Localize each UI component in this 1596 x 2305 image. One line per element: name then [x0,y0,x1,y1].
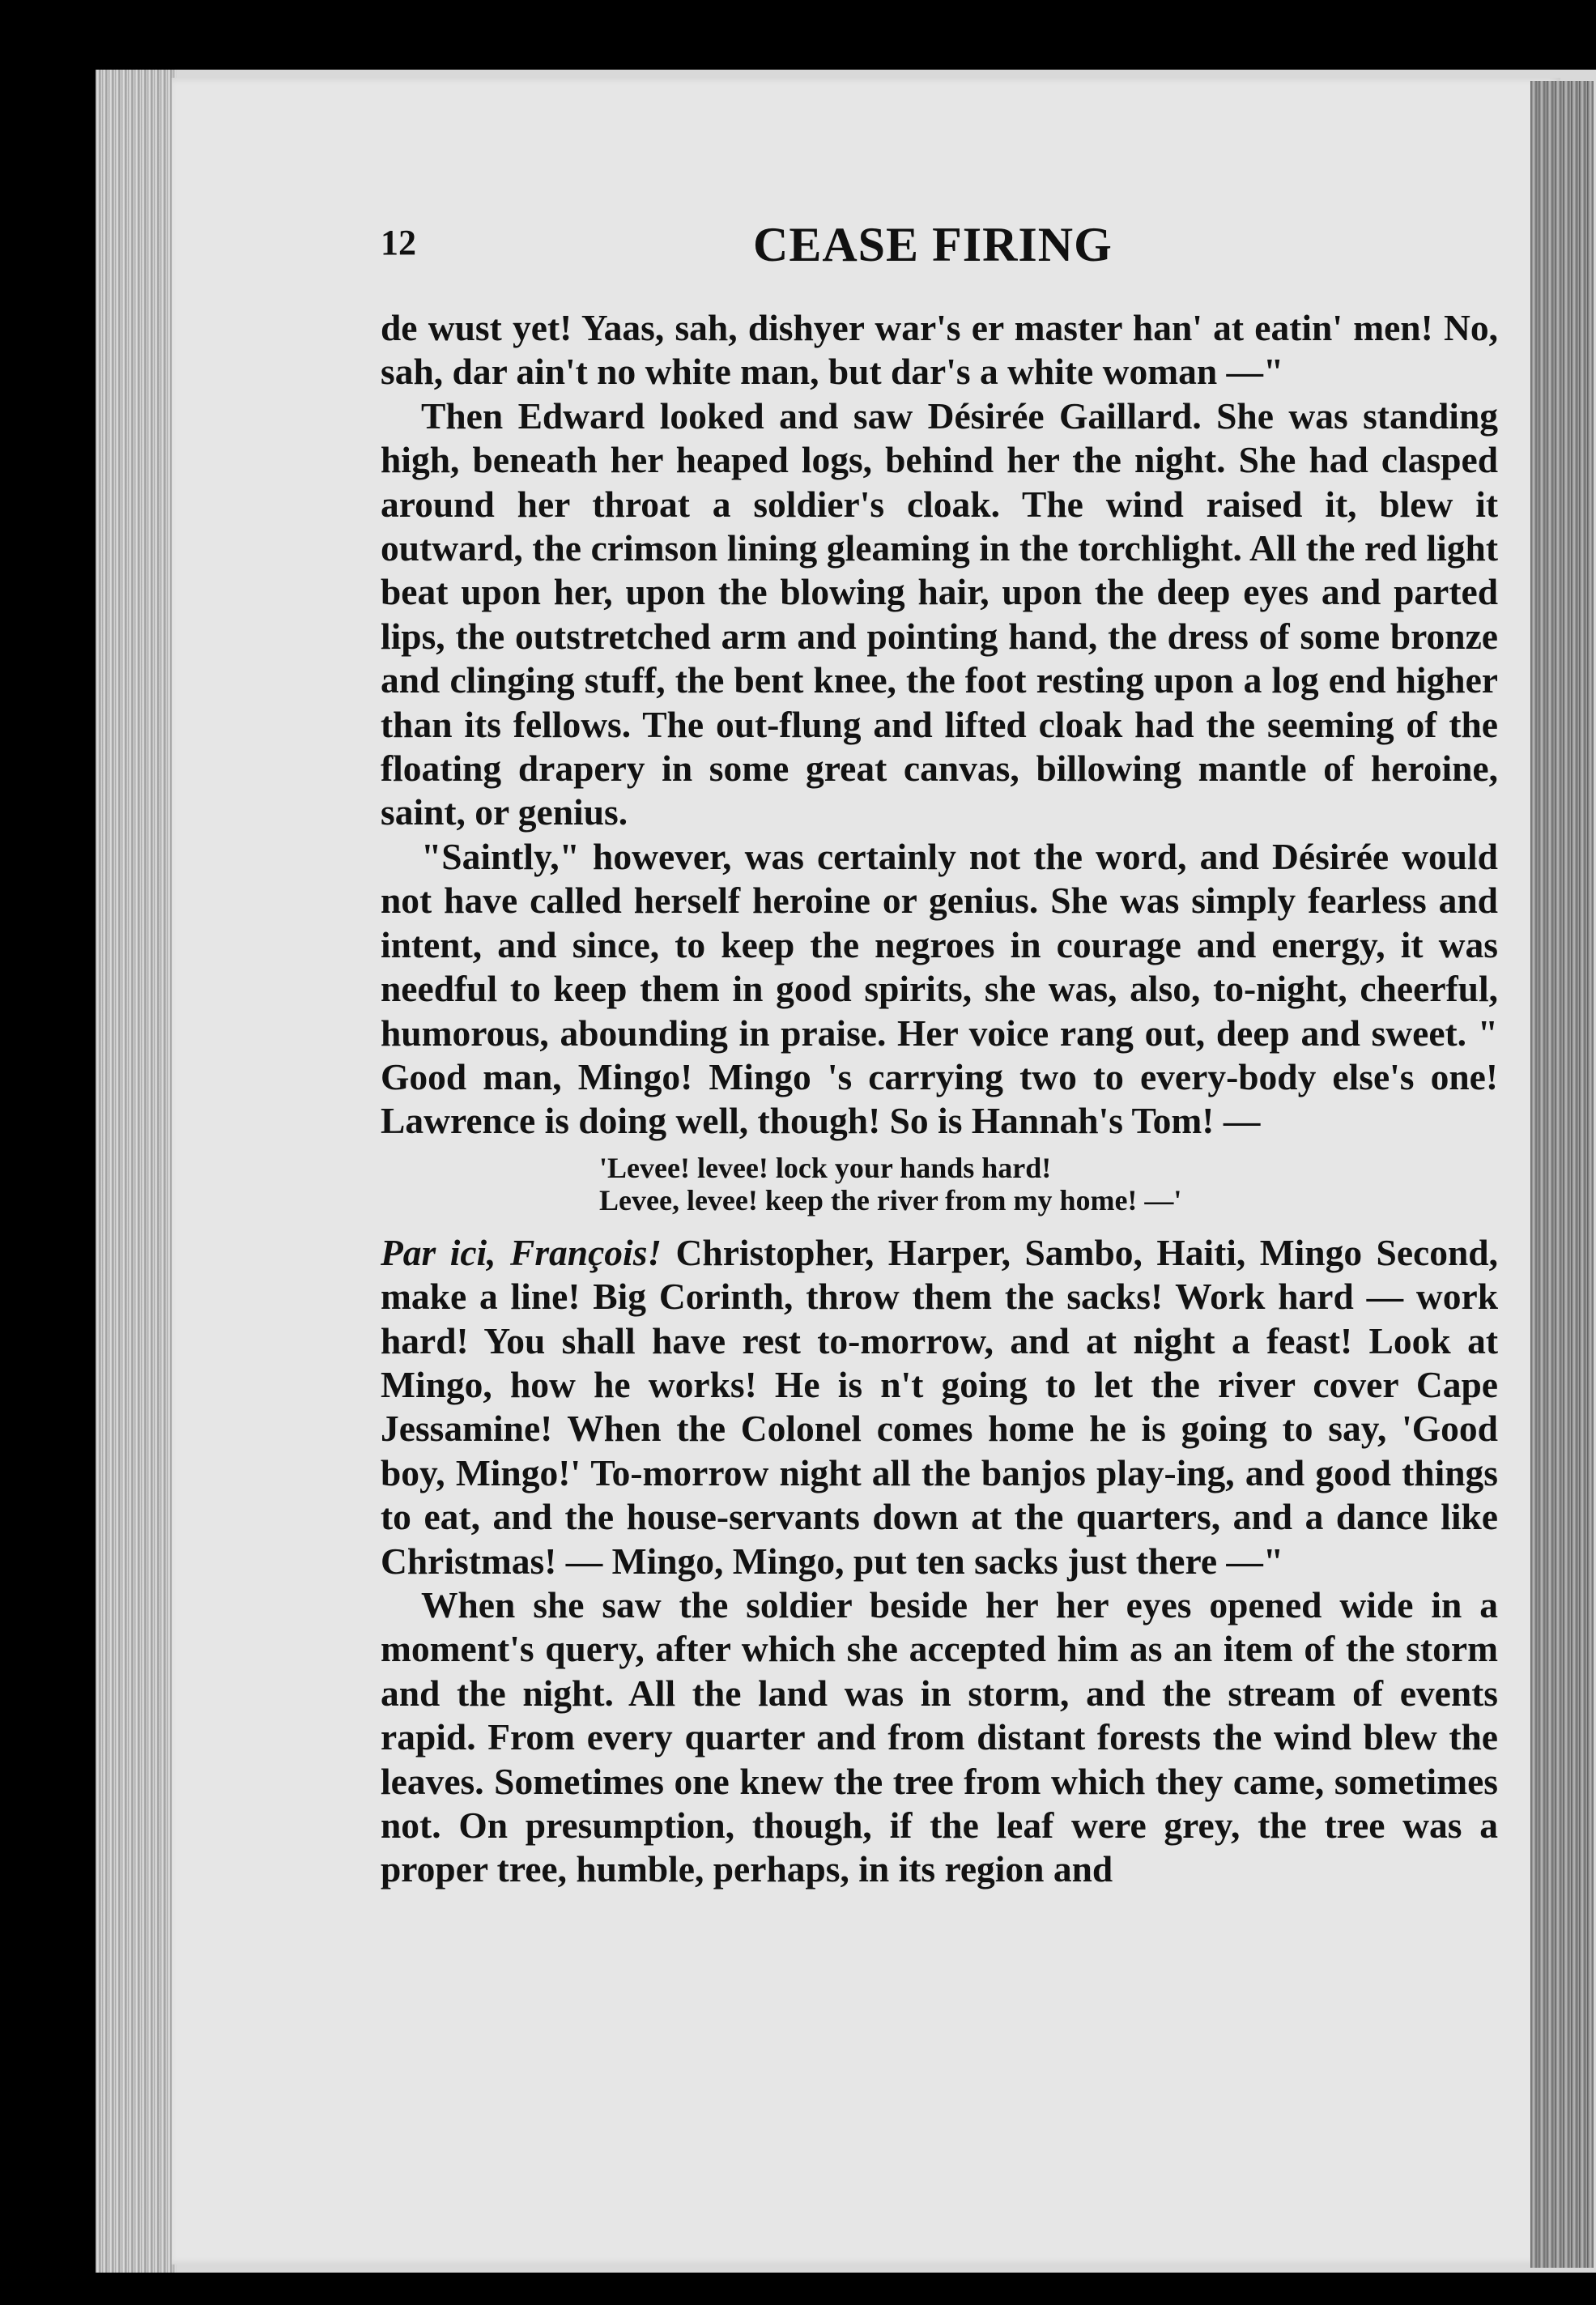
paragraph-4-text: Christopher, Harper, Sambo, Haiti, Mingo Second, make a line! Big Corinth, throw them the sacks! Work hard — work hard! You shall have rest to-morrow, and at night a feast! Look at Mingo, how he works! He is n't going to let the river cover Cape Jessamine! When the Colonel comes home he is going to say, 'Good boy, Mingo!' To-morrow night all the banjos play-ing, and good things to eat, and the house-servants down at the quarters, and a dance like Christmas! — Mingo, Mingo, put ten sacks just there —" [381,1231,1498,1582]
page-text [381,306,1498,1892]
song-verse [599,1152,1498,1216]
page-stack-edges [96,70,177,2273]
paragraph-5: When she saw the soldier beside her her eyes opened wide in a moment's query, after which she accepted him as an item of the storm and the night. All the land was in storm, and the stream of events rapid. From every quarter and from distant forests the wind blew the leaves. Sometimes one knew the tree from which they came, sometimes not. On presumption, though, if the leaf were grey, the tree was a proper tree, humble, perhaps, in its region and [381,1583,1498,1890]
paragraph-4 [381,1231,1498,1583]
paragraph-2: Then Edward looked and saw Désirée Gaillard. She was standing high, beneath her heaped logs, behind her the night. She had clasped around her throat a soldier's cloak. The wind raised it, blew it outward, the crimson lining gleaming in the torchlight. All the red light beat upon her, upon the blowing hair, upon the deep eyes and parted lips, the outstretched arm and pointing hand, the dress of some bronze and clinging stuff, the bent knee, the foot resting upon a log end higher than its fellows. The out-flung and lifted cloak had the seeming of the floating drapery in some great canvas, billowing mantle of heroine, saint, or genius. [381,394,1498,833]
paragraph-1: de wust yet! Yaas, sah, dishyer war's er master han' at eatin' men! No, sah, dar ain't no white man, but dar's a white woman —" [381,307,1498,393]
paragraph-3: "Saintly," however, was certainly not the word, and Désirée would not have called herself heroine or genius. She was simply fearless and intent, and since, to keep the negroes in courage and energy, it was needful to keep them in good spirits, she was, also, to-night, cheerful, humorous, abounding in praise. Her voice rang out, deep and sweet. " Good man, Mingo! Mingo 's carrying two to every-body else's one! Lawrence is doing well, though! So is Hannah's Tom! — [381,835,1498,1142]
verse-line-2: Levee, levee! keep the river from my home! —' [599,1183,1182,1216]
book-title: CEASE FIRING [753,218,1113,271]
page-number: 12 [381,223,416,262]
italic-phrase: Par ici, François! [381,1231,662,1273]
running-head [381,217,1498,282]
verse-line-1: 'Levee! levee! lock your hands hard! [599,1151,1052,1184]
binding-edge [1530,81,1594,2268]
